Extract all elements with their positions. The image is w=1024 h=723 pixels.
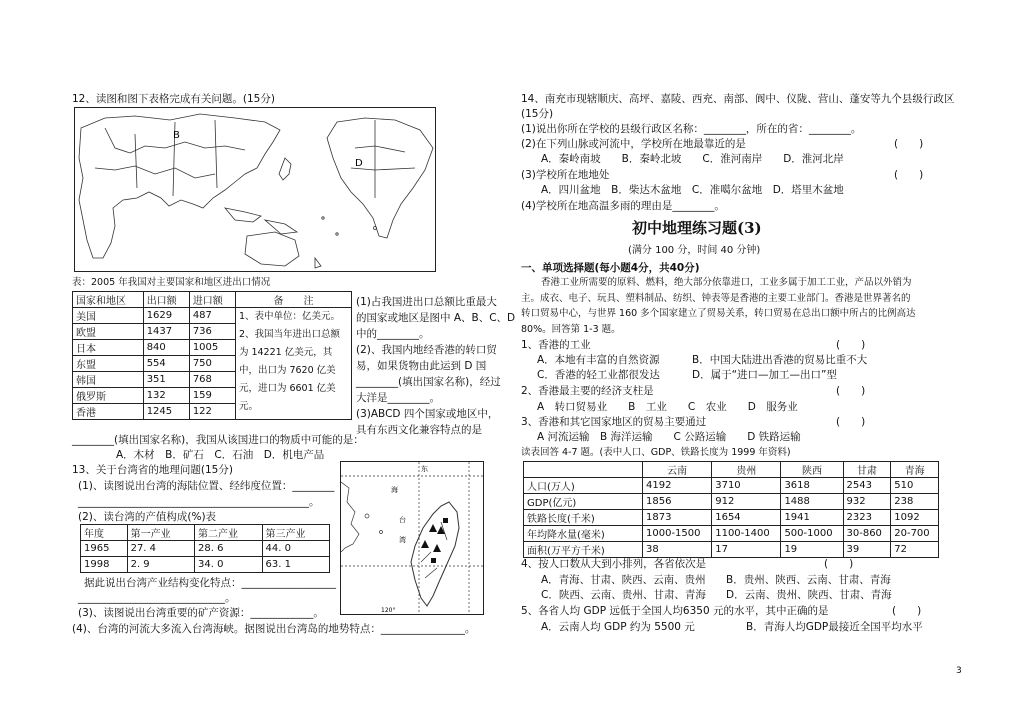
taiwan-table-cell: 28. 6 — [195, 541, 262, 557]
q1-option-c: C．香港的轻工业都很发达 — [537, 369, 660, 381]
trade-table-cell: 554 — [143, 356, 189, 372]
taiwan-table-cell: 1965 — [81, 541, 128, 557]
q1-option-d: D．属于“进口—加工—出口”型 — [692, 369, 837, 381]
trade-table-cell: 750 — [189, 356, 235, 372]
q13-q1: (1)、读图说出台湾的海陆位置、经纬度位置：________ — [78, 480, 335, 492]
province-table-cell: 238 — [891, 494, 939, 510]
trade-table-cell: 香港 — [73, 404, 144, 420]
q1-answer-paren: ( ) — [836, 339, 866, 351]
province-table-header: 陕西 — [781, 462, 843, 478]
passage — [521, 275, 916, 337]
q4-option-a: A．青海、甘肃、陕西、云南、贵州 — [541, 574, 706, 586]
q2-options: A 转口贸易业 B 工业 C 农业 D 服务业 — [537, 401, 798, 413]
test-subtitle: (满分 100 分，时间 40 分钟) — [628, 245, 761, 256]
q14-q2: (2)在下列山脉或河流中，学校所在地最靠近的是 — [521, 138, 746, 150]
trade-table-cell: 487 — [189, 308, 235, 324]
q1-option-a: A．本地有丰富的自然资源 — [537, 354, 660, 366]
province-table-cell: GDP(亿元) — [524, 494, 643, 510]
passage-line: 转口贸易中心，与世界 160 多个国家建立了贸易关系，转口贸易在总出口额中所占的比例高达 — [521, 308, 916, 319]
q1-stem: 1、香港的工业 — [521, 339, 591, 351]
trade-table-cell: 122 — [189, 404, 235, 420]
province-table-cell: 铁路长度(千米) — [524, 510, 643, 526]
page-number: 3 — [956, 666, 962, 676]
q12-side-line: (3)ABCD 四个国家或地区中， — [356, 408, 499, 420]
passage-line: 香港工业所需要的原料、燃料，绝大部分依靠进口，工业多属于加工工业，产品以外销为 — [541, 277, 912, 288]
q1-option-b: B．中国大陆进出香港的贸易比重不大 — [692, 354, 868, 366]
q13-q2-line: ____________________________。 — [78, 592, 236, 604]
taiwan-map-label: 台 — [399, 516, 406, 524]
province-table-cell: 30-860 — [843, 526, 891, 542]
trade-table-cell: 159 — [189, 388, 235, 404]
q12-heading: 12、读图和图下表格完成有关问题。(15分) — [72, 93, 275, 105]
q3-stem: 3、香港和其它国家地区的贸易主要通过 — [521, 416, 707, 428]
q13-heading: 13、关于台湾省的地理问题(15分) — [72, 464, 233, 476]
test-title: 初中地理练习题(3) — [632, 219, 762, 237]
province-table-cell: 人口(万人) — [524, 478, 643, 494]
province-table-cell: 912 — [712, 494, 781, 510]
province-table — [523, 461, 939, 558]
trade-table-cell: 俄罗斯 — [73, 388, 144, 404]
q12-side-line: 的国家或地区是图中 A、B、C、D — [356, 312, 516, 324]
taiwan-map-label: 120° — [381, 607, 396, 614]
q14-q2-options: A．秦岭南坡 B．秦岭北坡 C．淮河南岸 D．淮河北岸 — [541, 153, 844, 165]
q2-answer-paren: ( ) — [836, 385, 866, 397]
province-table-cell: 39 — [843, 542, 891, 558]
taiwan-table-cell: 34. 0 — [195, 557, 262, 573]
trade-table-cell: 1437 — [143, 324, 189, 340]
q4-option-b: B．贵州、陕西、云南、甘肃、青海 — [726, 574, 891, 586]
trade-table-cell: 351 — [143, 372, 189, 388]
trade-table-cell: 1245 — [143, 404, 189, 420]
taiwan-table-header: 第一产业 — [127, 525, 194, 541]
taiwan-map-label: 东 — [421, 465, 428, 473]
taiwan-table-header: 年度 — [81, 525, 128, 541]
q14-q4: (4)学校所在地高温多雨的理由是________。 — [521, 200, 725, 212]
province-table-cell: 1092 — [891, 510, 939, 526]
world-map-drawing — [75, 108, 435, 271]
trade-table-header: 进口额 — [189, 292, 235, 308]
taiwan-table-cell: 63. 1 — [262, 557, 329, 573]
q13-q1-line: ____________________________________________。 — [78, 496, 320, 508]
taiwan-table-cell: 44. 0 — [262, 541, 329, 557]
section-heading: 一、单项选择题(每小题4分，共40分) — [521, 262, 700, 274]
q4-option-c: C．陕西、云南、贵州、甘肃、青海 — [541, 589, 706, 601]
province-table-cell: 19 — [781, 542, 843, 558]
taiwan-table-header: 第三产业 — [262, 525, 329, 541]
q3-answer-paren: ( ) — [836, 416, 866, 428]
province-table-cell: 2323 — [843, 510, 891, 526]
q13-q4: (4)、台湾的河流大多流入台湾海峡。据图说出台湾岛的地势特点：________________。 — [72, 623, 476, 635]
trade-table-cell: 736 — [189, 324, 235, 340]
trade-table-header: 国家和地区 — [73, 292, 144, 308]
q12-q3-options: A．木材 B．矿石 C．石油 D．机电产品 — [116, 449, 325, 461]
province-table-cell: 1488 — [781, 494, 843, 510]
trade-table-notes-text: 1、表中单位：亿美元。2、我国当年进出口总额为 14221 亿美元，其中，出口为 7620 亿美元，进口为 6601 亿美元。 — [238, 311, 340, 412]
province-table-cell: 1873 — [643, 510, 712, 526]
province-table-header: 青海 — [891, 462, 939, 478]
province-table-cell: 500-1000 — [781, 526, 843, 542]
trade-table-cell: 132 — [143, 388, 189, 404]
map-label-b: B — [173, 130, 180, 141]
trade-table-cell: 韩国 — [73, 372, 144, 388]
trade-table-cell: 768 — [189, 372, 235, 388]
q12-side-line: (1)占我国进出口总额比重最大 — [356, 296, 497, 308]
province-table-cell: 3710 — [712, 478, 781, 494]
q14-q3-answer-paren: ( ) — [894, 169, 924, 181]
province-table-cell: 1654 — [712, 510, 781, 526]
map-label-d: D — [355, 158, 363, 169]
province-table-header: 云南 — [643, 462, 712, 478]
trade-table-cell: 美国 — [73, 308, 144, 324]
taiwan-map-label: 湾 — [399, 536, 406, 544]
q12-side-questions — [356, 294, 515, 438]
province-table-cell: 17 — [712, 542, 781, 558]
q5-option-a: A．云南人均 GDP 约为 5500 元 — [541, 621, 695, 633]
taiwan-table-cell: 2. 9 — [127, 557, 194, 573]
q14-heading: 14、南充市现辖顺庆、高坪、嘉陵、西充、南部、阆中、仪陇、营山、蓬安等九个县级行政区 — [521, 93, 955, 105]
taiwan-map-drawing — [341, 462, 483, 614]
province-table-header — [524, 462, 643, 478]
taiwan-table-cell: 1998 — [81, 557, 128, 573]
q13-q2: (2)、读台湾的产值构成(%)表 — [78, 511, 217, 523]
q4-answer-paren: ( ) — [824, 558, 854, 570]
province-table-cell: 510 — [891, 478, 939, 494]
q14-q1: (1)说出你所在学校的县级行政区名称：________，所在的省：________。 — [521, 123, 862, 135]
trade-table-header: 出口额 — [143, 292, 189, 308]
trade-table — [72, 291, 352, 420]
province-table-cell: 年均降水量(毫米) — [524, 526, 643, 542]
q12-side-line: (2)、我国内地经香港的转口贸 — [356, 344, 497, 356]
q2-stem: 2、香港最主要的经济支柱是 — [521, 385, 654, 397]
q12-side-line: 具有东西文化兼容特点的是 — [356, 424, 482, 436]
province-table-cell: 面积(万平方千米) — [524, 542, 643, 558]
province-table-cell: 38 — [643, 542, 712, 558]
q14-heading-score: (15分) — [521, 108, 554, 120]
q5-answer-paren: ( ) — [892, 605, 922, 617]
trade-table-notes — [235, 308, 351, 420]
q12-side-line: 中的________。 — [356, 328, 430, 340]
taiwan-industry-table — [80, 524, 330, 573]
taiwan-table-header: 第二产业 — [195, 525, 262, 541]
taiwan-table-cell: 27. 4 — [127, 541, 194, 557]
q3-options: A 河流运输 B 海洋运输 C 公路运输 D 铁路运输 — [537, 431, 801, 443]
q14-q2-answer-paren: ( ) — [894, 138, 924, 150]
q12-side-line: 大洋是________。 — [356, 392, 440, 404]
trade-table-cell: 欧盟 — [73, 324, 144, 340]
trade-table-cell: 日本 — [73, 340, 144, 356]
province-table-cell: 1856 — [643, 494, 712, 510]
q12-side-line: ________(填出国家名称)，经过 — [356, 376, 501, 388]
province-table-cell: 932 — [843, 494, 891, 510]
q5-stem: 5、各省人均 GDP 远低于全国人均6350 元的水平，其中正确的是 — [521, 605, 829, 617]
q4-stem: 4、按人口数从大到小排列，各省依次是 — [521, 558, 707, 570]
passage-line: 80%。回答第 1-3 题。 — [521, 323, 621, 335]
province-table-cell: 2543 — [843, 478, 891, 494]
q12-side-line: 易，如果货物由此运到 D 国 — [356, 360, 487, 372]
trade-table-cell: 840 — [143, 340, 189, 356]
taiwan-map-label: 海 — [391, 486, 398, 494]
province-table-cell: 3618 — [781, 478, 843, 494]
q12-q3-continuation: ________(填出国家名称)，我国从该国进口的物质中可能的是： — [72, 434, 364, 446]
trade-table-cell: 1629 — [143, 308, 189, 324]
province-table-cell: 72 — [891, 542, 939, 558]
q13-q2-text: 据此说出台湾产业结构变化特点：__________________ — [84, 577, 336, 589]
trade-table-cell: 东盟 — [73, 356, 144, 372]
q13-q3: (3)、读图说出台湾重要的矿产资源：____________。 — [78, 607, 324, 619]
q14-q3-options: A．四川盆地 B．柴达木盆地 C．准噶尔盆地 D．塔里木盆地 — [541, 184, 844, 196]
province-table-cell: 1941 — [781, 510, 843, 526]
q12-table-caption: 表：2005 年我国对主要国家和地区进出口情况 — [72, 277, 271, 288]
province-table-cell: 4192 — [643, 478, 712, 494]
province-table-header: 甘肃 — [843, 462, 891, 478]
trade-table-header: 备 注 — [235, 292, 351, 308]
trade-table-cell: 1005 — [189, 340, 235, 356]
passage-line: 主。成衣、电子、玩具、塑料制品、纺织、钟表等是香港的主要工业部门。香港是世界著名的 — [521, 292, 911, 304]
q4-option-d: D．云南、贵州、陕西、甘肃、青海 — [726, 589, 892, 601]
world-map — [74, 107, 436, 272]
province-table-cell: 1000-1500 — [643, 526, 712, 542]
province-table-header: 贵州 — [712, 462, 781, 478]
q14-q3: (3)学校所在地地处 — [521, 169, 610, 181]
q5-option-b: B．青海人均GDP最接近全国平均水平 — [746, 621, 923, 633]
province-table-cell: 1100-1400 — [712, 526, 781, 542]
province-table-cell: 20-700 — [891, 526, 939, 542]
province-table-caption: 读表回答 4-7 题。(表中人口、GDP、铁路长度为 1999 年资料) — [521, 447, 791, 458]
taiwan-map — [340, 461, 484, 615]
